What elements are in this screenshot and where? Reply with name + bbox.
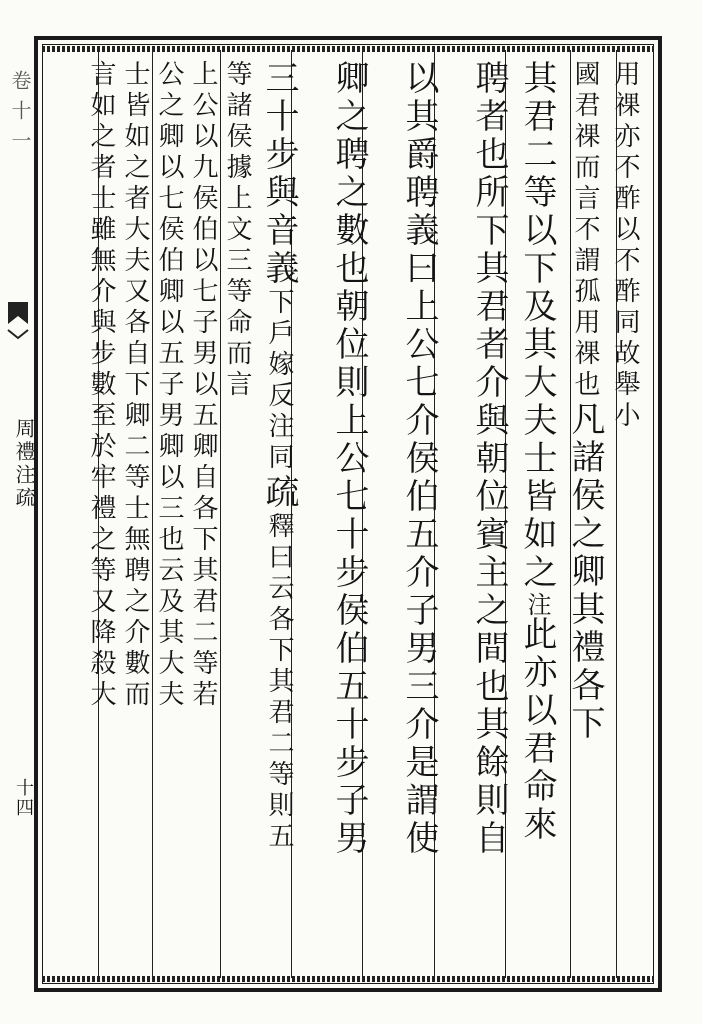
text-column: [83, 60, 120, 975]
text-segment: 凡諸侯之卿其禮各下: [565, 401, 605, 743]
text-segment: 士皆如之者大夫又各自下卿二等士無聘之介數而: [120, 60, 150, 711]
text-segment: 言如之者士雖無介與步數至於牢禮之等又降殺大: [86, 60, 116, 711]
text-column: [219, 60, 256, 975]
text-column: [607, 60, 644, 975]
text-segment: 音義: [259, 212, 299, 288]
text-segment: 此亦以君命來: [517, 616, 557, 844]
text-column: [117, 60, 154, 975]
margin-book-title: 周禮注疏: [12, 418, 36, 510]
text-segment: 卿之聘之數也朝位則上公七十步侯伯五十步子男: [329, 60, 369, 858]
top-band: [42, 46, 654, 52]
text-column: [255, 60, 304, 975]
text-segment: 上公以九侯伯以七子男以五卿自各下其君二等若: [188, 60, 218, 711]
margin-page-number: 十四: [13, 778, 34, 818]
text-segment: 公之卿以七侯伯卿以五子男卿以三也云及其大夫: [154, 60, 184, 711]
text-column: [185, 60, 222, 975]
bottom-band: [42, 976, 654, 982]
text-segment: 下戶嫁反注同: [264, 288, 294, 474]
text-segment: 疏: [259, 474, 299, 512]
text-segment: 用祼亦不酢以不酢同故舉小: [610, 60, 640, 432]
text-segment: 釋曰云各下其君二等則五: [264, 512, 294, 853]
text-segment: 國君祼而言不謂孤用祼也: [570, 60, 600, 401]
text-column: [465, 60, 514, 975]
text-segment: 其君二等以下及其大夫士皆如之: [517, 60, 557, 592]
text-column: [513, 60, 562, 975]
text-segment: 聘者也所下其君者介與朝位賓主之間也其餘則自: [469, 60, 509, 858]
annotation-tag: 注: [523, 592, 551, 616]
text-segment: 以其爵聘義曰上公七介侯伯五介子男三介是謂使: [399, 60, 439, 858]
margin-top-fragment: 卷十一: [8, 70, 32, 160]
text-column: [151, 60, 188, 975]
text-segment: 等諸侯據上文三等命而言: [222, 60, 252, 401]
text-column: [395, 60, 444, 975]
fish-tail-mark-icon: [6, 300, 30, 350]
text-segment: 三十步與: [259, 60, 299, 212]
text-column: [561, 60, 610, 975]
text-column: [325, 60, 374, 975]
